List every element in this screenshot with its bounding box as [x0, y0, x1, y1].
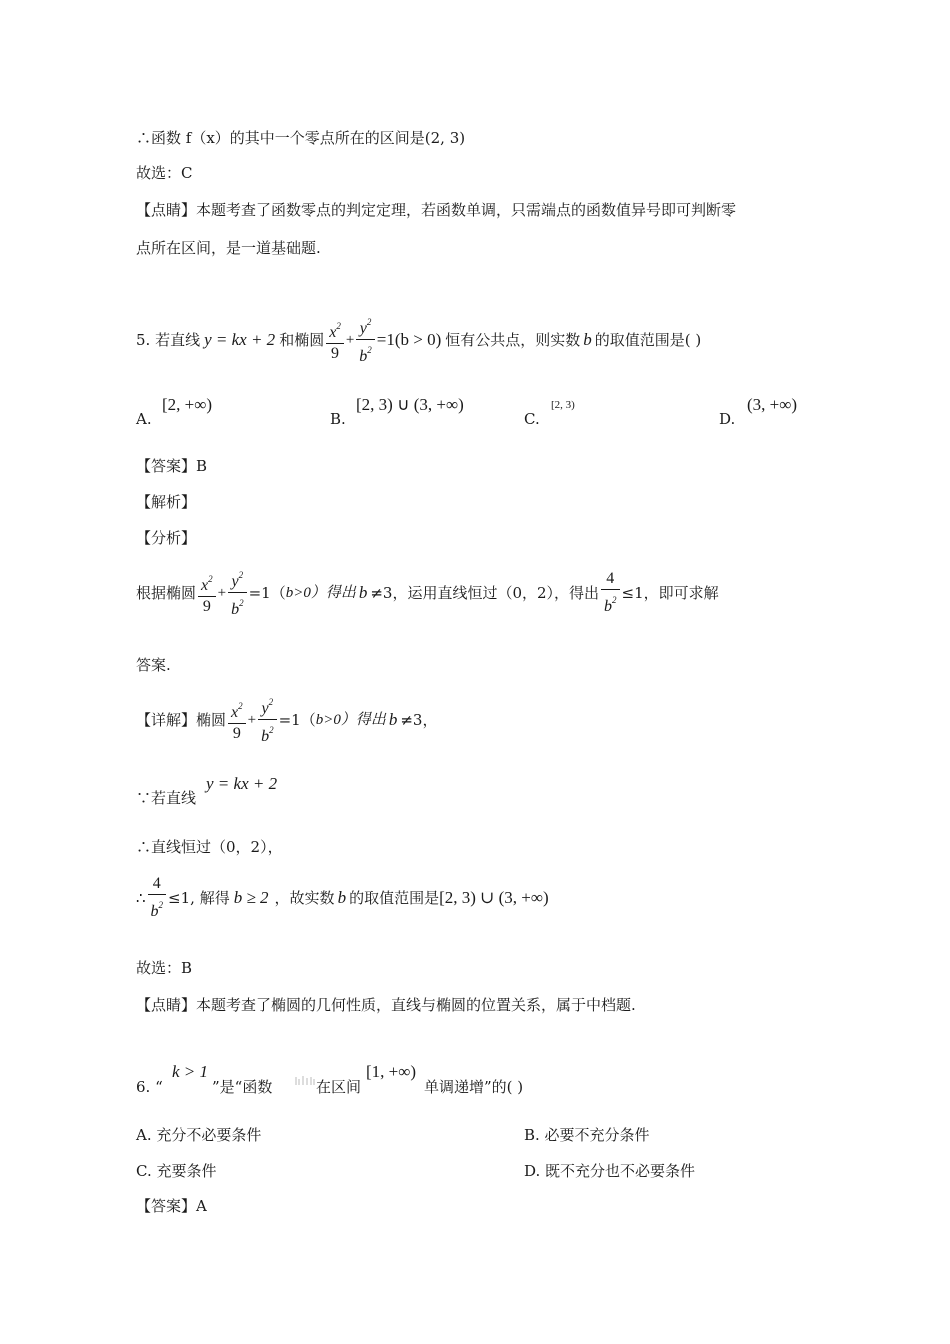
text-line: 点所在区间，是一道基础题. — [136, 239, 321, 257]
fenxi-end: 答案. — [136, 656, 171, 674]
fenxi-line: 根据椭圆 $\frac{x^2}{9}$ + $\frac{y^2}{b^2}$ =1（ b>0）得出 b ≠3，运用直线恒过（0，2），得出 $\frac{4}{b^2}$ ≤1，即可求解 — [136, 565, 719, 620]
text-line: ∴函数 f（x）的其中一个零点所在的区间是(2, 3) — [136, 129, 466, 147]
therefore-line: ∴直线恒过（0，2）， — [136, 838, 283, 856]
fraction-y2-over-b2: $\frac{y^2}{b^2}$ — [228, 565, 247, 620]
q5-mid: 和椭圆 — [279, 330, 325, 349]
option-d-value: (3, +∞) — [747, 395, 798, 414]
fraction-y2-over-b2: $\frac{y^2}{b^2}$ — [356, 312, 375, 367]
answer-6: 【答案】A — [136, 1197, 207, 1215]
xiangjie-line: 【详解】椭圆 $\frac{x^2}{9}$ + $\frac{y^2}{b^2}$ =1（ b>0）得出 b ≠3， — [136, 692, 437, 747]
q6-option-b: B. 必要不充分条件 — [524, 1126, 650, 1144]
option-c-value: [2, 3) — [551, 399, 575, 411]
question-5: 5. 若直线 y = kx + 2 和椭圆 $\frac{x^2}{9}$ + $\frac{y^2}{b^2}$ =1(b > 0) 恒有公共点，则实数 b 的取值范围是( ) — [136, 312, 701, 367]
fraction-4-over-b2: $\frac{4}{b^2}$ — [148, 874, 167, 922]
fenxi-heading: 【分析】 — [136, 529, 197, 547]
q5-suffix: 恒有公共点，则实数 — [445, 330, 581, 349]
because-prefix: ∵若直线 — [136, 789, 197, 807]
q5-prefix: 5. 若直线 — [136, 330, 201, 349]
therefore-2-line: ∴ $\frac{4}{b^2}$ ≤1, 解得 b ≥ 2 ，故实数 b 的取值范围是 [2, 3) ∪ (3, +∞) — [136, 875, 549, 920]
option-a-value: [2, +∞) — [162, 395, 213, 414]
option-d-label: D. — [719, 410, 736, 428]
because-equation: y = kx + 2 — [206, 774, 278, 793]
choose-b: 故选：B — [136, 959, 193, 977]
q5-equation-rhs: =1(b > 0) — [376, 329, 442, 349]
fraction-x2-over-9: $\frac{x^2}{9}$ — [326, 316, 344, 364]
option-b-label: B. — [330, 410, 346, 428]
q5-b: b — [583, 329, 592, 349]
fraction-4-over-b2: $\frac{4}{b^2}$ — [601, 569, 620, 617]
text-line: 【点睛】本题考查了函数零点的判定定理，若函数单调，只需端点的函数值异号即可判断零 — [136, 201, 737, 219]
q6-option-c: C. 充要条件 — [136, 1162, 217, 1180]
q5-line-equation: y = kx + 2 — [204, 329, 276, 349]
q5-end: 的取值范围是( ) — [594, 330, 702, 349]
q6-option-a: A. 充分不必要条件 — [136, 1126, 262, 1144]
fraction-y2-over-b2: $\frac{y^2}{b^2}$ — [258, 692, 277, 747]
option-b-value: [2, 3) ∪ (3, +∞) — [356, 395, 464, 414]
option-a-label: A. — [136, 410, 152, 428]
dianjing-5: 【点睛】本题考查了椭圆的几何性质，直线与椭圆的位置关系，属于中档题. — [136, 996, 636, 1014]
formula-image-icon — [294, 1072, 316, 1084]
answer-5: 【答案】B — [136, 457, 208, 475]
fraction-x2-over-9: $\frac{x^2}{9}$ — [198, 569, 216, 617]
jiexi-heading: 【解析】 — [136, 493, 197, 511]
q6-option-d: D. 既不充分也不必要条件 — [524, 1162, 696, 1180]
fraction-x2-over-9: $\frac{x^2}{9}$ — [228, 696, 246, 744]
option-c-label: C. — [524, 410, 540, 428]
text-line: 故选：C — [136, 164, 193, 182]
